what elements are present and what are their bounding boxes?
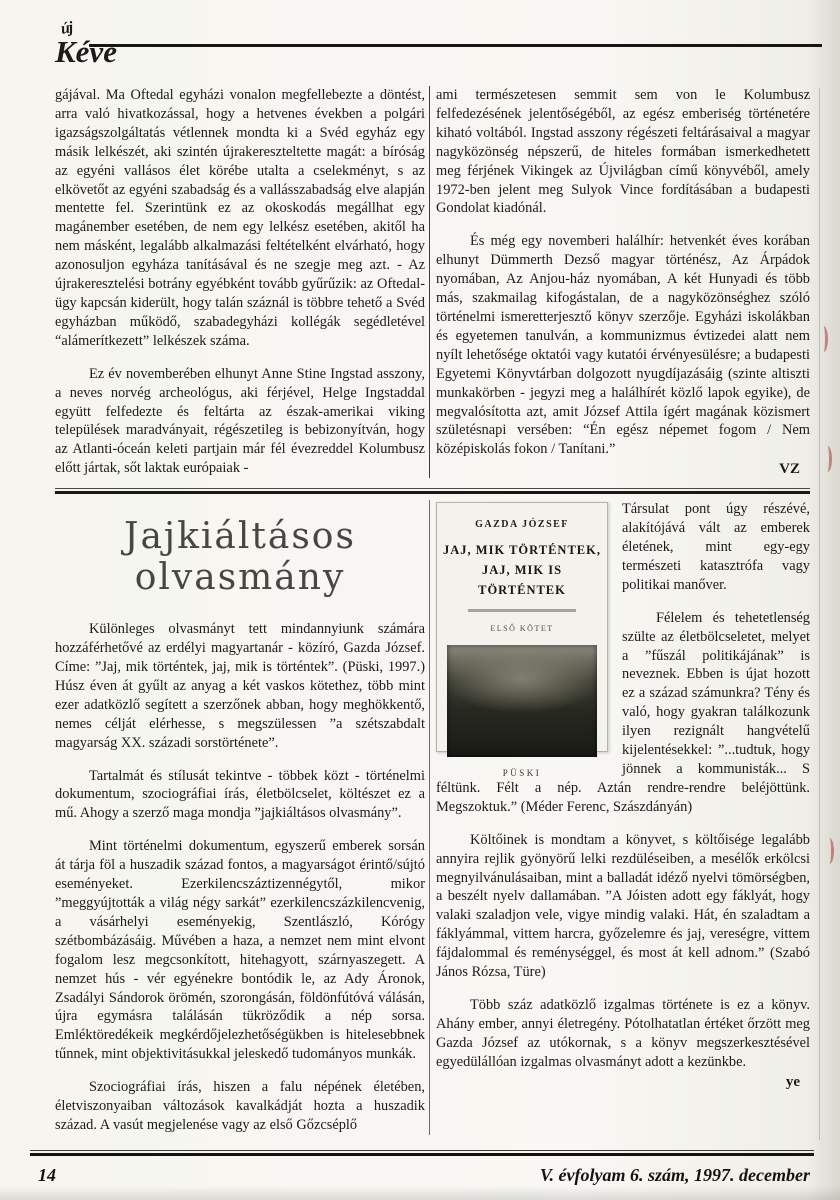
article2 [55, 500, 810, 1135]
scan-artifact [823, 446, 832, 472]
paragraph: Különleges olvasmányt tett mindannyiunk számára hozzáférhetővé az erdélyi magyartanár - közíró, Gazda József. Címe: ”Jaj, mik történtek, jaj, mik is történtek”. (Püski, 1997.) Húsz éven át gyűlt az anyag a két vaskos kötethez, több mint ezer adatközlő segített a szerzőnek abban, hogy meghökkentő, nemes célját elérhesse, s megszülessen ”a szétszabdalt magyarság XX. századi sorstörténete”. [55, 621, 425, 751]
book-cover [436, 502, 608, 779]
separator-thick-line [55, 491, 810, 494]
masthead [55, 20, 810, 86]
paragraph: Ez év novemberében elhunyt Anne Stine Ingstad asszony, a neves norvég archeológus, aki férjével, Helge Ingstaddal együtt felfedezte és feltárta az észak-amerikai viking települések maradványait, régészetileg is bebizonyítván, hogy az Atlanti-óceán keleti partjain már fél évezreddel Kolumbusz előtt jártak, sőt laktak európaiak - [55, 365, 425, 477]
paragraph: Társulat pont úgy részévé, alakítójává vált az emberek életének, mint egy-egy természeti katasztrófa vagy politikai manőver. [622, 501, 810, 593]
article1-signature: VZ [779, 461, 800, 478]
separator-thin-line [55, 488, 810, 489]
book-cover-author: GAZDA JÓZSEF [475, 519, 569, 531]
column-divider [429, 500, 430, 1135]
paragraph: Félelem és tehetetlenség szülte az életbölcseletet, melyet a ”fűszál politikájának” is neveznek. Ebben is újat hozott ez a század számunkra? Tény és való, hogy gyakran találkozunk ilyen rezignált hangvételű kijelentésekkel: ”...tudtuk, hogy jönnek a kommunisták... S féltünk. Félt a nép. Aztán rendre-rendre beléjöttünk. Megszoktuk.” (Méder Ferenc, Szászdányán) [436, 609, 810, 815]
masthead-rule [89, 44, 822, 47]
paragraph: Szociográfiai írás, hiszen a falu népének életében, életviszonyaiban változások kavalkádját hozta a huszadik század. A vasút megjelenése vagy az első Gőzcséplő [55, 1079, 425, 1133]
footer-rule [30, 1150, 814, 1157]
paragraph: ami természetesen semmit sem von le Kolumbusz felfedezésének jelentőségéből, az egész emberiség történetére kiható voltából. Ingstad asszony régészeti feltárásaival a magyar nagyközönség népszerű, de hiteles formában ismerkedhetett meg férjének Vikingek az Újvilágban című könyvéből, amely 1972-ben jelent meg Sulyok Vince fordításában a budapesti Gondolat kiadónál. [436, 87, 810, 217]
scan-bottom-shadow [0, 1186, 840, 1200]
article1-right-column [432, 86, 810, 478]
footer-thin-line [30, 1150, 814, 1152]
book-cover-title-line1: JAJ, MIK TÖRTÉNTEK, [443, 543, 601, 558]
paragraph: gájával. Ma Oftedal egyházi vonalon megfellebezte a döntést, arra való hivatkozással, hogy a hetvenes években a polgári igazságszolgáltatás vétlennek mondta ki a Svéd egyház egy másik lelkészét, aki szintén újrakereszteltette magát: a bíróság az egyéni vallásos élet körébe utalta a cselekményt, s az elkövetőt az egyéni szabadság és a vallásszabadság elve alapján mentette fel. Szerintünk ez az okoskodás megállhat egy magánember esetében, de nem egy lelkész esetében, akitől ha nem másként, legalább alkalmazási feltételként elvárható, hogy azonosuljon egyháza tanításával és ne szegje meg azt. - Az újrakeresztelési botrány egyébként tovább gyűrűzik: az Oftedal-ügy kapcsán kiderült, hogy talán száznál is többre tehető a Svéd egyházban működő, szabadegyházi kollégák segédletével “alámerítkezett” lelkészek száma. [55, 87, 425, 349]
book-cover-photo [447, 645, 597, 757]
footer [38, 1165, 810, 1186]
book-cover-title [437, 540, 607, 600]
book-cover-title-line2: JAJ, MIK IS TÖRTÉNTEK [478, 563, 566, 598]
logo-keve-text: Kéve [55, 34, 117, 69]
book-cover-volume: ELSŐ KÖTET [490, 624, 554, 634]
paragraph: És még egy novemberi halálhír: hetvenkét éves korában elhunyt Dümmerth Dezső magyar történész, Az Árpádok nyomában, Az Anjou-ház nyomában, A két Hunyadi és több más, szakmailag kifogástalan, de a nagyközönséghez szóló történelmi ismeretterjesztő könyv szerzője. Egyházi iskolákban és egyetemen tanulván, a kommunizmus évtizedei alatt nem nyílt lehetősége oktatói vagy kutatói érvényesülésre; a budapesti Egyetemi Könyvtárban dolgozott nyugdíjazásáig (szinte altiszti munkakörben - jegyzi meg a halálhírét közlő lapok egyike), de megvalósította azt, amit József Attila ígért magának közismert születésnapi versében: “Én egész népemet fogom / Nem középiskolás fokon / Tanítani.” [436, 233, 810, 458]
book-cover-publisher: PÜSKI [502, 768, 542, 779]
book-cover-subtitle-line [468, 609, 576, 612]
paragraph: Költőinek is mondtam a könyvet, s költőisége legalább annyira rejlik gyönyörű lelki rezdüléseiben, a mesélők erkölcsi megnyilvánulásaiban, mint a balladát idéző nyelvi tömörségben, a beszélt nyelv dallamában. ”A Jóisten adott egy fáklyát, hogy valaki szaladjon vele, vigye mindig valaki. Hát, én szaladtam a fáklyámmal, vittem harcra, győzelemre és jaj, vereségre, vittem fájdalommal és reménységgel, és most át kell adnom.” (Szabó János Rózsa, Türe) [436, 831, 810, 981]
footer-thick-line [30, 1153, 814, 1156]
magazine-logo [55, 19, 117, 69]
scan-edge-line [819, 88, 820, 1140]
scan-artifact [819, 326, 828, 352]
article-separator [55, 488, 810, 494]
column-divider [429, 86, 430, 478]
issue-info: V. évfolyam 6. szám, 1997. december [539, 1165, 810, 1185]
article2-right-column [432, 500, 810, 1135]
logo-uj-text: új [59, 19, 74, 38]
paragraph: Mint történelmi dokumentum, egyszerű emberek sorsán át tárja föl a huszadik század fontos, a magyarságot érintő/sújtó eseményeket. Ezerkilencszáztizennégytől, mikor ”meggyújtották a világ négy sarkát” ezerkilencszázkilencvenig, a vásárhelyi eseményekig, Szentlászló, Kórógy szétbombázásáig. Művében a haza, a nemzet nem mint elvont fogalom lesz megcsonkított, hitehagyott, szárnyaszegett. A nemzet hús - vér egyénekre bontódik le, az Ady Áronok, Zsadályi Sándorok örömén, szorongásán, földönfútóvá válásán, újra egymásra találásán tükröződik a nép sorsa. Emléktöredékeik megkérdőjelezhetőségükben is hitelesebbnek tűnnek, mint objektivitásukkal jeleskedő tudományos munkák. [55, 838, 425, 1063]
page-number: 14 [38, 1165, 56, 1185]
paragraph: Tartalmát és stílusát tekintve - többek közt - történelmi dokumentum, szociográfiai írás, életbölcselet, költészet ez a mű. Ahogy a szerző maga mondja ”jajkiáltásos olvasmány”. [55, 767, 425, 822]
article2-left-column [55, 500, 425, 1135]
article2-title: Jajkiáltásos olvasmány [124, 516, 356, 599]
scan-artifact [825, 838, 834, 864]
paragraph: Több száz adatközlő izgalmas története is ez a könyv. Ahány ember, annyi életregény. Pótolhatatlan értéket őrzött meg Gazda József az utókornak, s a könyv megszerkesztésével egyedülállóan izgalmas olvasmányt adott a kezünkbe. [436, 996, 810, 1070]
article1-left-column [55, 86, 425, 478]
article1 [55, 86, 810, 478]
article2-signature: ye [785, 1073, 800, 1090]
